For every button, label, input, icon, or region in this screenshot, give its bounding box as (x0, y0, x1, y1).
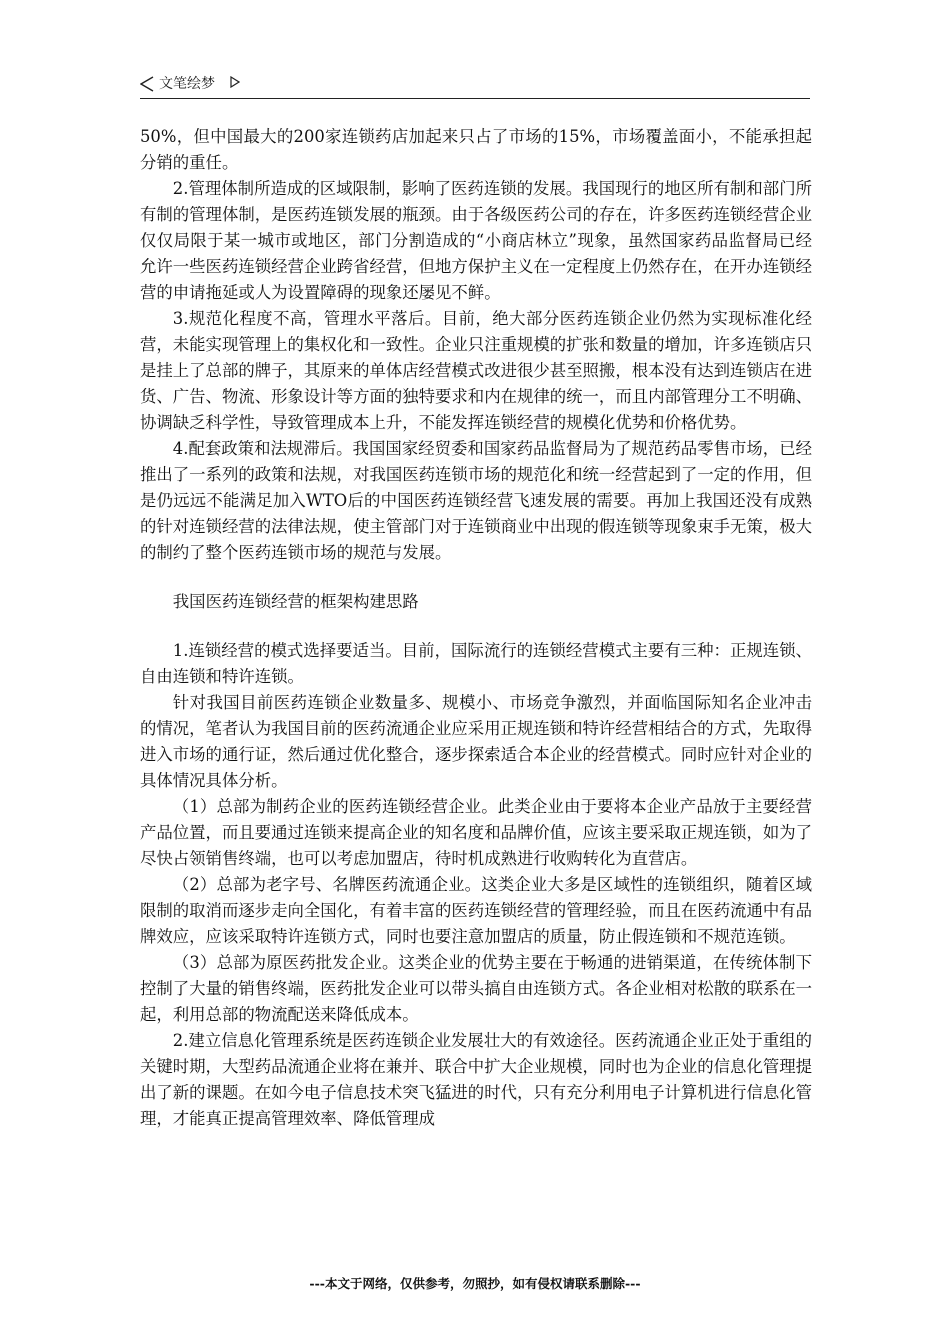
triangle-left-outline-icon (140, 76, 154, 92)
paragraph-combination-approach: 针对我国目前医药连锁企业数量多、规模小、市场竞争激烈，并面临国际知名企业冲击的情况，笔者认为我国目前的医药流通企业应采用正规连锁和特许经营相结合的方式，先取得进入市场的通行证，然后通过优化整合，逐步探索适合本企业的经营模式。同时应针对企业的具体情况具体分析。 (140, 693, 813, 790)
header-title: 文笔绘梦 (159, 76, 215, 92)
paragraph-pharma-enterprise: （1）总部为制药企业的医药连锁经营企业。此类企业由于要将本企业产品放于主要经营产品位置，而且要通过连锁来提高企业的知名度和品牌价值，应该主要采取正规连锁，如为了尽快占领销售终端，也可以考虑加盟店，待时机成熟进行收购转化为直营店。 (140, 797, 813, 868)
paragraph-policy-regulation: 4.配套政策和法规滞后。我国国家经贸委和国家药品监督局为了规范药品零售市场，已经推出了一系列的政策和法规，对我国医药连锁市场的规范化和统一经营起到了一定的作用，但是仍远远不能满足加入WTO后的中国医药连锁经营飞速发展的需要。再加上我国还没有成熟的针对连锁经营的法律法规，使主管部门对于连锁商业中出现的假连锁等现象束手无策，极大的制约了整个医药连锁市场的规范与发展。 (140, 439, 813, 562)
triangle-right-outline-icon (230, 76, 240, 88)
paragraph-standardization: 3.规范化程度不高，管理水平落后。目前，绝大部分医药连锁企业仍然为实现标准化经营，未能实现管理上的集权化和一致性。企业只注重规模的扩张和数量的增加，许多连锁店只是挂上了总部的牌子，其原来的单体店经营模式改进很少甚至照搬，根本没有达到连锁店在进货、广告、物流、形象设计等方面的独特要求和内在规律的统一，而且内部管理分工不明确、协调缺乏科学性，导致管理成本上升，不能发挥连锁经营的规模化优势和价格优势。 (140, 309, 813, 432)
document-body (140, 124, 812, 1132)
section-heading: 我国医药连锁经营的框架构建思路 (172, 592, 419, 611)
page-header (140, 74, 810, 99)
paragraph-management-system: 2.管理体制所造成的区域限制，影响了医药连锁的发展。我国现行的地区所有制和部门所有制的管理体制，是医药连锁发展的瓶颈。由于各级医药公司的存在，许多医药连锁经营企业仅仅局限于某一城市或地区，部门分割造成的“小商店林立”现象，虽然国家药品监督局已经允许一些医药连锁经营企业跨省经营，但地方保护主义在一定程度上仍然存在，在开办连锁经营的申请拖延或人为设置障碍的现象还屡见不鲜。 (140, 179, 813, 302)
paragraph-brand-enterprise: （2）总部为老字号、名牌医药流通企业。这类企业大多是区域性的连锁组织，随着区域限制的取消而逐步走向全国化，有着丰富的医药连锁经营的管理经验，而且在医药流通中有品牌效应，应该采取特许连锁方式，同时也要注意加盟店的质量，防止假连锁和不规范连锁。 (140, 875, 813, 946)
footer-disclaimer: ---本文于网络，仅供参考，勿照抄，如有侵权请联系删除--- (309, 1276, 641, 1291)
paragraph-model-selection: 1.连锁经营的模式选择要适当。目前，国际流行的连锁经营模式主要有三种：正规连锁、自由连锁和特许连锁。 (140, 641, 812, 686)
paragraph-wholesale-enterprise: （3）总部为原医药批发企业。这类企业的优势主要在于畅通的进销渠道，在传统体制下控制了大量的销售终端，医药批发企业可以带头搞自由连锁方式。各企业相对松散的联系在一起，利用总部的物流配送来降低成本。 (140, 953, 813, 1024)
paragraph-continued: 50%，但中国最大的200家连锁药店加起来只占了市场的15%，市场覆盖面小，不能承担起分销的重任。 (140, 127, 812, 172)
paragraph-information-system: 2.建立信息化管理系统是医药连锁企业发展壮大的有效途径。医药流通企业正处于重组的关键时期，大型药品流通企业将在兼并、联合中扩大企业规模，同时也为企业的信息化管理提出了新的课题。在如今电子信息技术突飞猛进的时代，只有充分利用电子计算机进行信息化管理，才能真正提高管理效率、降低管理成 (140, 1031, 813, 1128)
